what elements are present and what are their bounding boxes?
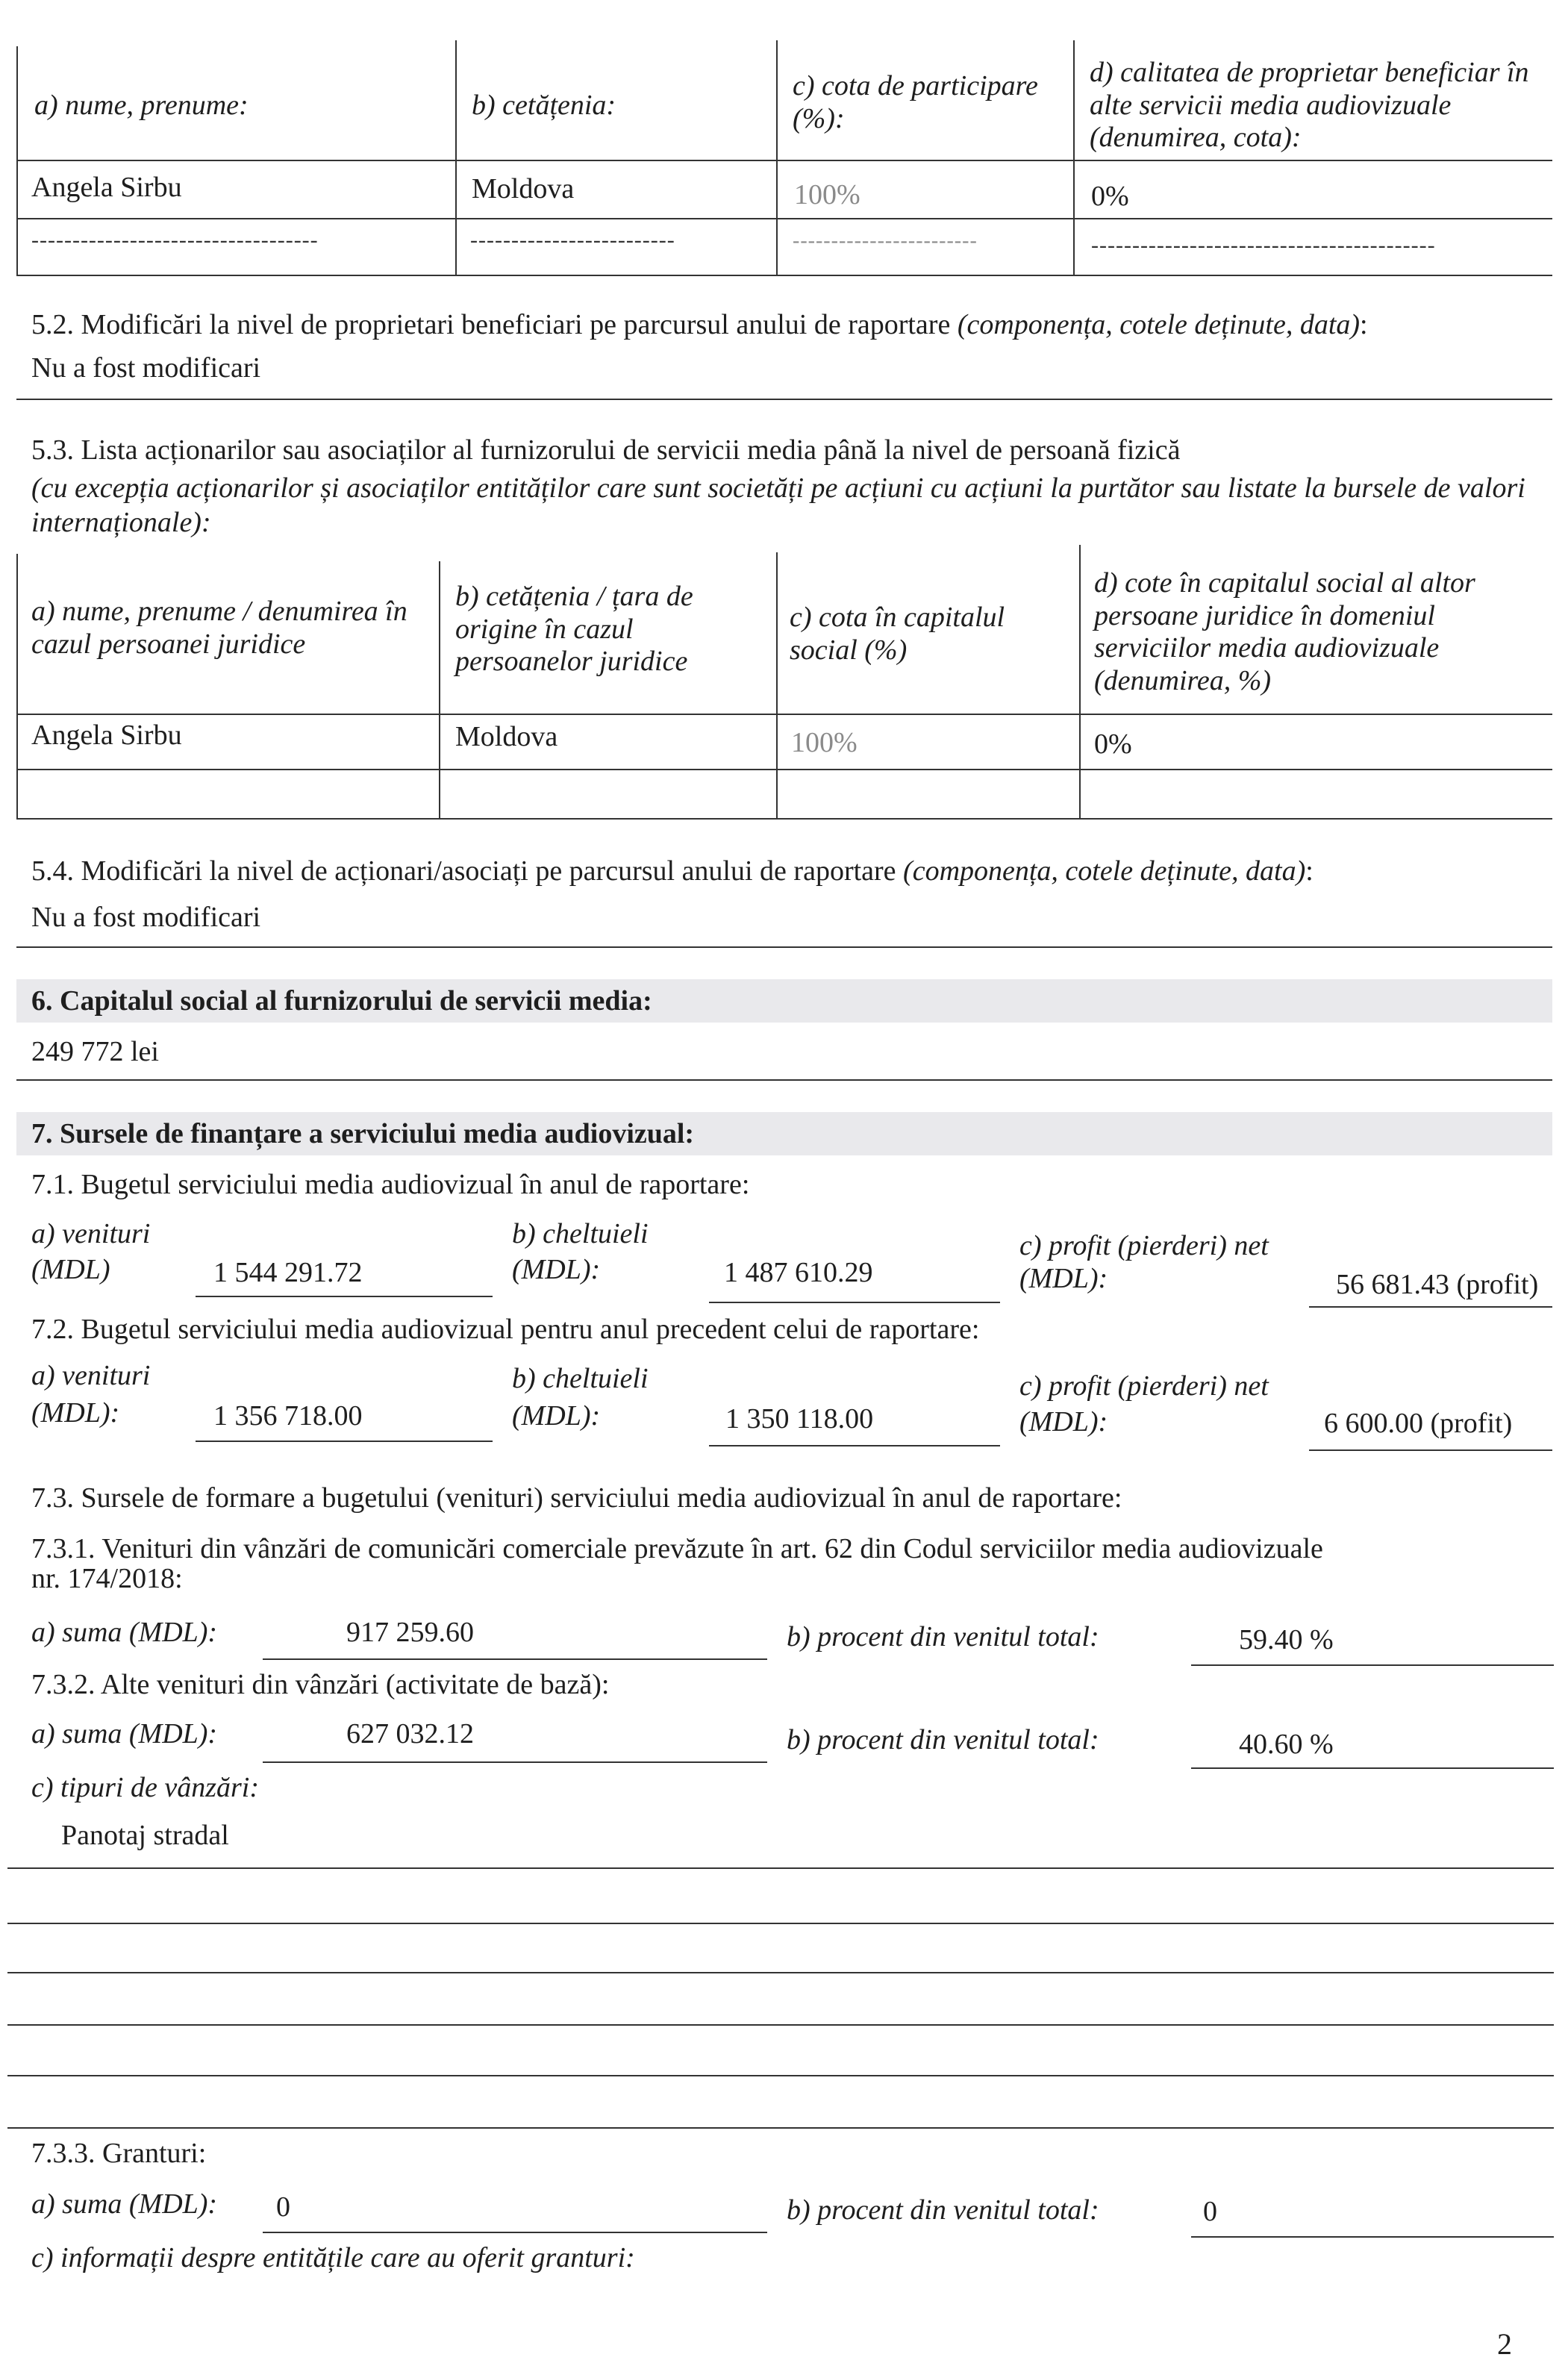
table2-cell-citizenship: Moldova — [455, 721, 558, 752]
table2-header-citizenship: b) cetățenia / țara de origine în cazul persoanelor juridice — [455, 581, 693, 678]
s7-2-profit-label-2: (MDL): — [1019, 1406, 1108, 1438]
table2-cell-name: Angela Sirbu — [31, 720, 182, 751]
section-7-3-2-label: 7.3.2. Alte venituri din vânzări (activitate de bază): — [31, 1669, 610, 1700]
s7-1-revenue-value: 1 544 291.72 — [213, 1257, 363, 1288]
s7-3-2-percent-value: 40.60 % — [1239, 1729, 1334, 1760]
s7-1-profit-value: 56 681.43 (profit) — [1336, 1269, 1539, 1300]
table1-dash-name: ----------------------------------- — [31, 228, 319, 252]
section-7-title: 7. Sursele de finanțare a serviciului media audiovizual: — [31, 1118, 695, 1149]
s7-3-2-amount-label: a) suma (MDL): — [31, 1718, 218, 1750]
section-6-title: 6. Capitalul social al furnizorului de servicii media: — [31, 985, 652, 1017]
s7-2-expenses-label-1: b) cheltuieli — [512, 1363, 649, 1394]
section-7-2-label: 7.2. Bugetul serviciului media audiovizual pentru anul precedent celui de raportare: — [31, 1314, 980, 1345]
s7-2-revenue-value: 1 356 718.00 — [213, 1400, 363, 1432]
page-number: 2 — [1497, 2327, 1512, 2361]
table1-header-citizenship: b) cetățenia: — [472, 90, 616, 121]
table2-header-share: c) cota în capitalul social (%) — [790, 602, 1005, 666]
s7-2-revenue-label-2: (MDL): — [31, 1397, 120, 1429]
s7-3-2-sales-types-label: c) tipuri de vânzări: — [31, 1772, 260, 1803]
s7-1-profit-label-1: c) profit (pierderi) net — [1019, 1230, 1269, 1261]
s7-3-1-amount-label: a) suma (MDL): — [31, 1617, 218, 1648]
table1-header-name: a) nume, prenume: — [34, 90, 249, 121]
table1-dash-citizenship: ------------------------- — [470, 228, 675, 252]
table2-header-other-shares: d) cote în capitalul social al altor persoane juridice în domeniul serviciilor media audiovizuale (denumirea, %) — [1094, 567, 1475, 697]
table2-cell-other-shares: 0% — [1094, 728, 1132, 760]
s7-3-3-percent-value: 0 — [1203, 2196, 1217, 2227]
table1-cell-other-services: 0% — [1091, 181, 1129, 212]
s7-2-expenses-value: 1 350 118.00 — [725, 1403, 874, 1435]
s7-3-1-percent-label: b) procent din venitul total: — [787, 1621, 1099, 1652]
s7-3-2-sales-types-value: Panotaj stradal — [61, 1820, 229, 1851]
table1-header-other-services: d) calitatea de proprietar beneficiar în alte servicii media audiovizuale (denumirea, cota): — [1090, 57, 1529, 154]
section-5-2-value: Nu a fost modificari — [31, 352, 261, 384]
section-7-3-1-label-1: 7.3.1. Venituri din vânzări de comunicări comerciale prevăzute în art. 62 din Codul serviciilor media audiovizuale — [31, 1533, 1323, 1564]
s7-3-2-amount-value: 627 032.12 — [346, 1718, 474, 1750]
section-5-3-note: (cu excepția acționarilor și asociaților entităților care sunt societăți pe acțiuni cu acțiuni la purtător sau listate la bursele de valori internaționale): — [31, 472, 1525, 538]
s7-2-profit-label-1: c) profit (pierderi) net — [1019, 1370, 1269, 1402]
section-5-4-value: Nu a fost modificari — [31, 902, 261, 933]
s7-1-expenses-value: 1 487 610.29 — [724, 1257, 873, 1288]
table1-cell-share: 100% — [794, 179, 860, 210]
section-5-2-label: 5.2. Modificări la nivel de proprietari beneficiari pe parcursul anului de raportare (componența, cotele deținute, data): — [31, 309, 1368, 340]
section-5-3-label: 5.3. Lista acționarilor sau asociaților al furnizorului de servicii media până la nivel de persoană fizică — [31, 434, 1181, 466]
s7-1-revenue-label-1: a) venituri — [31, 1218, 151, 1249]
table1-header-share: c) cota de participare (%): — [793, 70, 1038, 134]
s7-3-3-amount-value: 0 — [276, 2191, 290, 2223]
s7-1-revenue-label-2: (MDL) — [31, 1254, 110, 1285]
s7-2-revenue-label-1: a) venituri — [31, 1360, 151, 1391]
table1-cell-name: Angela Sirbu — [31, 172, 182, 203]
s7-3-3-percent-label: b) procent din venitul total: — [787, 2194, 1099, 2226]
s7-2-profit-value: 6 600.00 (profit) — [1324, 1408, 1513, 1439]
section-6-value: 249 772 lei — [31, 1036, 159, 1067]
s7-3-2-percent-label: b) procent din venitul total: — [787, 1724, 1099, 1755]
table1-cell-citizenship: Moldova — [472, 173, 575, 205]
s7-3-3-grant-info-label: c) informații despre entitățile care au oferit granturi: — [31, 2242, 635, 2273]
section-7-3-1-label-2: nr. 174/2018: — [31, 1563, 183, 1594]
s7-1-expenses-label-1: b) cheltuieli — [512, 1218, 649, 1249]
table2-header-name: a) nume, prenume / denumirea în cazul persoanei juridice — [31, 596, 407, 660]
section-7-1-label: 7.1. Bugetul serviciului media audiovizual în anul de raportare: — [31, 1169, 750, 1200]
section-7-3-3-label: 7.3.3. Granturi: — [31, 2138, 207, 2169]
s7-3-3-amount-label: a) suma (MDL): — [31, 2188, 218, 2220]
s7-1-expenses-label-2: (MDL): — [512, 1254, 601, 1285]
section-7-3-label: 7.3. Sursele de formare a bugetului (venituri) serviciului media audiovizual în anul de raportare: — [31, 1482, 1122, 1514]
s7-3-1-percent-value: 59.40 % — [1239, 1624, 1334, 1655]
table1-dash-share: ------------------------ — [793, 229, 978, 252]
s7-1-profit-label-2: (MDL): — [1019, 1263, 1108, 1294]
s7-2-expenses-label-2: (MDL): — [512, 1400, 601, 1432]
section-5-4-label: 5.4. Modificări la nivel de acționari/asociați pe parcursul anului de raportare (componența, cotele deținute, data): — [31, 855, 1314, 887]
table1-dash-other-services: ------------------------------------------ — [1091, 233, 1436, 258]
table2-cell-share: 100% — [791, 727, 858, 758]
s7-3-1-amount-value: 917 259.60 — [346, 1617, 474, 1648]
